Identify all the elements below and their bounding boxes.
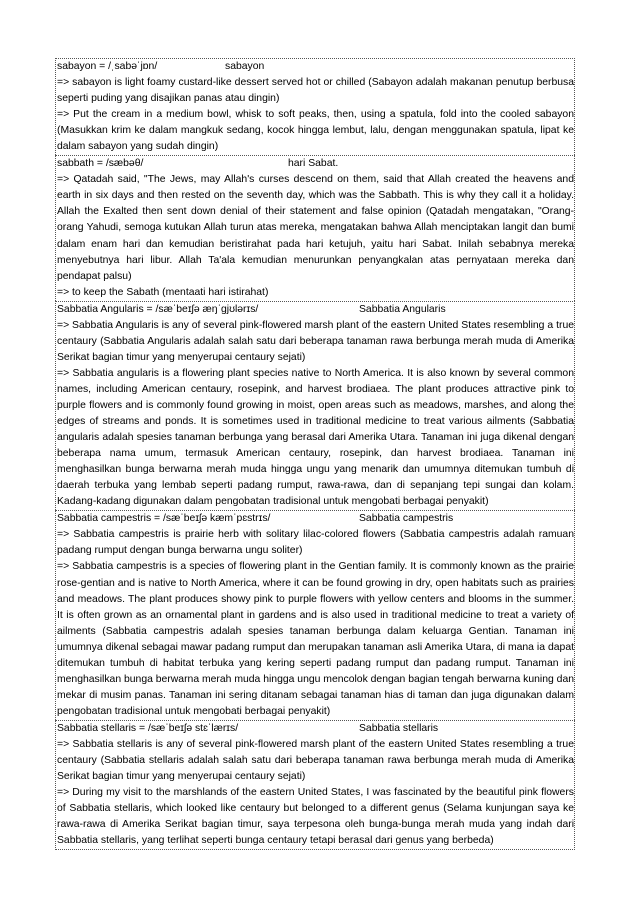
headword: Sabbatia campestris = /sæˈbeɪʃə kæmˈpɛstrɪs/ (57, 513, 271, 525)
entry-sabbatia-angularis (55, 301, 575, 511)
definition: => Sabbatia stellaris is any of several pink-flowered marsh plant of the eastern United States resembling a true centaury (Sabbatia stellaris adalah salah satu dari beberapa tanaman rawa berbunga merah muda di Amerika Serikat bagian timur yang menyerupai centaury sejati) (57, 738, 574, 783)
entry-header (57, 156, 574, 172)
translation: Sabbatia Angularis (359, 303, 446, 315)
headword: Sabbatia Angularis = /sæˈbeɪʃə æŋˈɡjʊlərɪs/ (57, 303, 259, 315)
headword: sabayon = /ˌsabəˈjɒn/ (57, 61, 158, 72)
description: => Sabbatia campestris is a species of flowering plant in the Gentian family. It is commonly known as the prairie rose-gentian and is native to North America, where it can be found growing in dry, open habitats such as prairies and meadows. The plant produces showy pink to purple flowers with yellow centers and blooms in the summer. It is often grown as an ornamental plant in gardens and is also used in traditional medicine to treat a variety of ailments (Sabbatia campestris adalah spesies tanaman berbunga dalam keluarga Gentian. Tanaman ini umumnya dikenal sebagai mawar padang rumput dan merupakan tanaman asli Amerika Utara, di mana ia dapat ditemukan tumbuh di habitat terbuka yang kering seperti padang rumput dan padang rumput. Tanaman ini menghasilkan bunga berwarna merah muda hingga ungu mencolok dengan bagian tengah berwarna kuning dan mekar di musim panas. Tanaman ini sering ditanam sebagai tanaman hias di taman dan juga digunakan dalam pengobatan tradisional untuk mengobati berbagai penyakit) (57, 561, 575, 717)
entry-header (57, 59, 574, 75)
entry-sabbatia-stellaris (55, 720, 575, 850)
entry-sabbatia-campestris (55, 510, 575, 720)
headword: sabbath = /sæbəθ/ (57, 158, 144, 170)
translation: Sabbatia stellaris (359, 722, 439, 734)
translation: Sabbatia campestris (359, 513, 454, 525)
definition: => Sabbatia campestris is prairie herb with solitary lilac-colored flowers (Sabbatia campestris adalah ramuan padang rumput dengan bunga berwarna ungu soliter) (57, 529, 574, 557)
entry-sabayon (55, 58, 575, 155)
example: => During my visit to the marshlands of the eastern United States, I was fascinated by the beautiful pink flowers of Sabbatia stellaris, which looked like centaury but belonged to a different genus (Selama kunjungan saya ke rawa-rawa di Amerika Serikat bagian timur, saya terpesona oleh bunga-bunga merah muda yang indah dari Sabbatia stellaris, yang terlihat seperti bunga centaury tetapi berasal dari genus yang berbeda) (57, 787, 574, 847)
translation: hari Sabat. (288, 158, 339, 170)
entry-header (57, 302, 574, 318)
example: => Qatadah said, "The Jews, may Allah's curses descend on them, said that Allah created the heavens and earth in six days and then rested on the seventh day, which was the Sabbath. This is why they call it a holiday. Allah the Exalted then sent down denial of their statement and false opinion (Qatadah mengatakan, "Orang-orang Yahudi, semoga kutukan Allah turun atas mereka, mengatakan bahwa Allah menciptakan langit dan bumi dalam enam hari dan kemudian beristirahat pada hari ketujuh, yaitu hari Sabat. Inilah sebabnya mereka menyebutnya hari libur. Allah Ta'ala kemudian menurunkan penyangkalan atas pernyataan mereka dan pendapat palsu) (57, 174, 574, 282)
entry-sabbath (55, 155, 575, 300)
definition: => to keep the Sabath (mentaati hari istirahat) (57, 286, 269, 298)
headword: Sabbatia stellaris = /sæˈbeɪʃə stɛˈlærɪs/ (57, 722, 239, 734)
definition: => sabayon is light foamy custard-like dessert served hot or chilled (Sabayon adalah makanan penutup berbusa seperti puding yang disajikan panas atau dingin) (57, 77, 574, 105)
translation: sabayon (225, 61, 265, 72)
entry-header (57, 511, 574, 527)
entry-header (57, 721, 574, 737)
definition: => Sabbatia Angularis is any of several pink-flowered marsh plant of the eastern United States resembling a true centaury (Sabbatia Angularis adalah salah satu dari beberapa tanaman rawa berbunga merah muda di Amerika Serikat bagian timur yang menyerupai centaury sejati) (57, 319, 574, 363)
dictionary-sheet (55, 58, 575, 850)
example: => Put the cream in a medium bowl, whisk to soft peaks, then, using a spatula, fold into the cooled sabayon (Masukkan krim ke dalam mangkuk sedang, kocok hingga lembut, lalu, dengan menggunakan spatula, lipat ke dalam sabayon yang sudah dingin) (57, 109, 574, 153)
description: => Sabbatia angularis is a flowering plant species native to North America. It is also known by several common names, including American centaury, rosepink, and harvest brodiaea. The plant produces attractive pink to purple flowers and is commonly found growing in moist, open areas such as meadows, marshes, and along the edges of streams and ponds. It is sometimes used in traditional medicine to treat various ailments (Sabbatia angularis adalah spesies tanaman berbunga yang berasal dari Amerika Utara. Tanaman ini juga dikenal dengan beberapa nama umum, termasuk American centaury, rosepink, dan harvest brodiaea. Tanaman ini menghasilkan bunga berwarna merah muda hingga ungu yang menarik dan umumnya ditemukan tumbuh di daerah terbuka yang lembab seperti padang rumput, rawa-rawa, dan di sepanjang tepi sungai dan kolam. Kadang-kadang digunakan dalam pengobatan tradisional untuk mengobati berbagai penyakit) (57, 367, 574, 508)
